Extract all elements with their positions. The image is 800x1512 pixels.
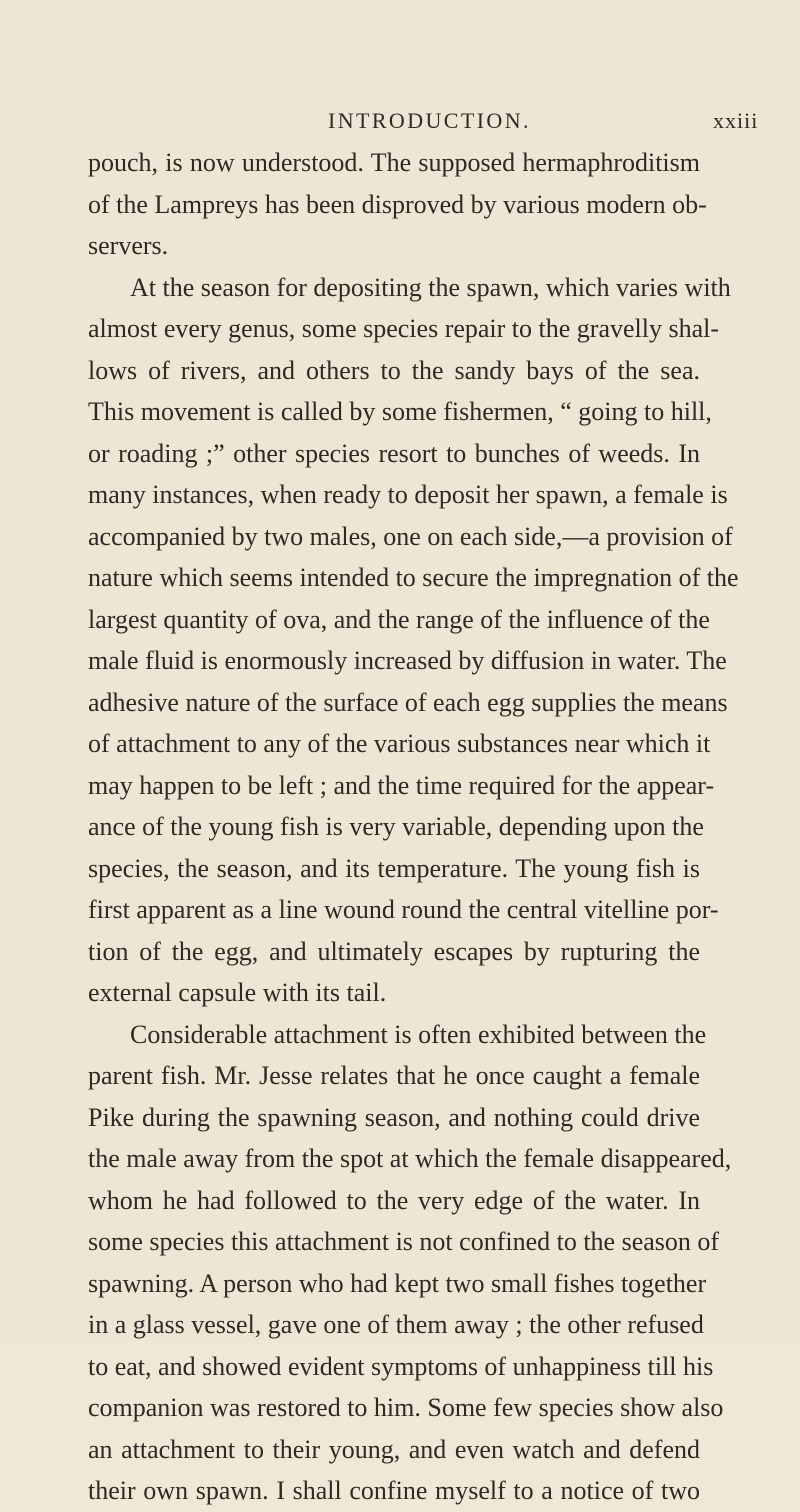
page-number: xxiii bbox=[713, 108, 759, 133]
text-line: in a glass vessel, gave one of them away ; the other refused bbox=[88, 1310, 704, 1339]
text-line: parent fish. Mr. Jesse relates that he once caught a female bbox=[88, 1061, 700, 1090]
text-line: may happen to be left ; and the time required for the appear- bbox=[88, 770, 715, 800]
text-line: of the Lampreys has been disproved by various modern ob- bbox=[88, 189, 707, 219]
running-title: INTRODUCTION. bbox=[328, 108, 531, 133]
text-line: Pike during the spawning season, and nothing could drive bbox=[88, 1102, 700, 1132]
text-line: first apparent as a line wound round the central vitelline por- bbox=[88, 895, 719, 924]
text-line: nature which seems intended to secure the impregnation of the bbox=[88, 563, 739, 592]
text-line: servers. bbox=[88, 231, 169, 260]
text-line: lows of rivers, and others to the sandy bays of the sea. bbox=[88, 355, 700, 385]
text-line: This movement is called by some fishermen, “ going to hill, bbox=[88, 397, 712, 426]
text-line: male fluid is enormously increased by diffusion in water. The bbox=[88, 646, 727, 675]
text-line: many instances, when ready to deposit her spawn, a female is bbox=[88, 480, 728, 509]
body-text bbox=[88, 142, 739, 1512]
text-line: or roading ;” other species resort to bunches of weeds. In bbox=[88, 438, 700, 468]
text-line: tion of the egg, and ultimately escapes by rupturing the bbox=[88, 936, 700, 966]
text-line: their own spawn. I shall confine myself to a notice of two bbox=[88, 1476, 700, 1505]
text-line: pouch, is now understood. The supposed hermaphroditism bbox=[88, 148, 700, 177]
text-line: spawning. A person who had kept two small fishes together bbox=[88, 1268, 707, 1298]
text-line: to eat, and showed evident symptoms of unhappiness till his bbox=[88, 1351, 714, 1381]
text-line: the male away from the spot at which the female disappeared, bbox=[88, 1144, 732, 1173]
text-line: Considerable attachment is often exhibited between the bbox=[130, 1019, 707, 1049]
text-line: largest quantity of ova, and the range of the influence of the bbox=[88, 604, 710, 634]
text-line: species, the season, and its temperature. The young fish is bbox=[88, 853, 700, 883]
running-head bbox=[0, 108, 800, 138]
text-line: At the season for depositing the spawn, which varies with bbox=[130, 272, 731, 302]
text-line: adhesive nature of the surface of each egg supplies the means bbox=[88, 687, 728, 717]
text-line: an attachment to their young, and even watch and defend bbox=[88, 1434, 700, 1464]
text-line: ance of the young fish is very variable, depending upon the bbox=[88, 812, 704, 841]
text-line: some species this attachment is not confined to the season of bbox=[88, 1227, 720, 1256]
text-line: whom he had followed to the very edge of the water. In bbox=[88, 1185, 700, 1215]
text-line: accompanied by two males, one on each side,—a provision of bbox=[88, 521, 733, 551]
text-line: companion was restored to him. Some few species show also bbox=[88, 1393, 724, 1422]
text-line: almost every genus, some species repair to the gravelly shal- bbox=[88, 314, 720, 343]
text-line: of attachment to any of the various substances near which it bbox=[88, 729, 711, 758]
text-line: external capsule with its tail. bbox=[88, 978, 387, 1007]
